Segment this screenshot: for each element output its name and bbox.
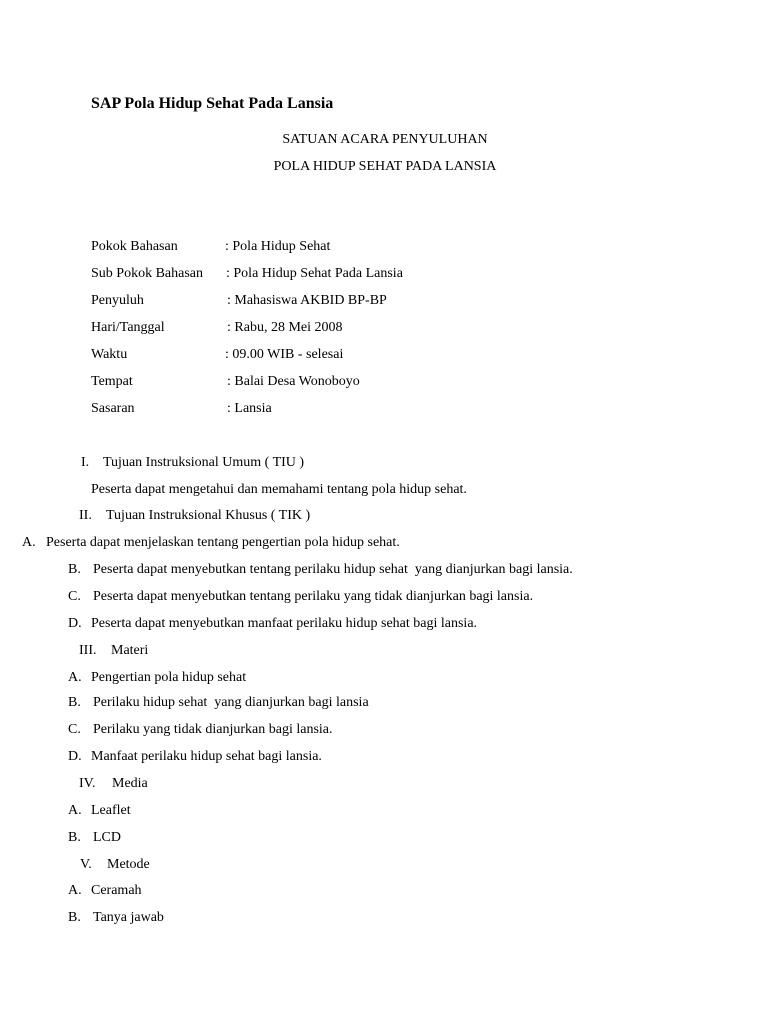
- list-item-text: Peserta dapat menyebutkan manfaat perilaku hidup sehat bagi lansia.: [91, 616, 478, 631]
- info-value: : Balai Desa Wonoboyo: [227, 374, 360, 389]
- section-title: Materi: [111, 643, 149, 658]
- info-value: : Lansia: [227, 401, 272, 416]
- heading-line-1: [0, 131, 768, 149]
- section-title: Media: [112, 776, 148, 791]
- heading-line-2-text: POLA HIDUP SEHAT PADA LANSIA: [273, 159, 497, 174]
- info-label: Sasaran: [91, 401, 135, 416]
- list-item-mark: A.: [68, 803, 82, 818]
- info-value: : Rabu, 28 Mei 2008: [227, 320, 343, 335]
- list-item-text: Manfaat perilaku hidup sehat bagi lansia.: [91, 749, 322, 764]
- list-item-mark: D.: [68, 616, 82, 631]
- list-item-text: Leaflet: [91, 803, 131, 818]
- list-item-text: Ceramah: [91, 883, 142, 898]
- list-item-text: Pengertian pola hidup sehat: [91, 670, 247, 685]
- heading-line-1-text: SATUAN ACARA PENYULUHAN: [282, 132, 488, 147]
- section-number: V.: [80, 857, 92, 872]
- section-number: II.: [79, 508, 92, 523]
- info-label: Penyuluh: [91, 293, 144, 308]
- section-title: Tujuan Instruksional Khusus ( TIK ): [106, 508, 311, 523]
- list-item-text: Perilaku hidup sehat yang dianjurkan bagi lansia: [93, 695, 369, 710]
- info-label: Hari/Tanggal: [91, 320, 165, 335]
- list-item-mark: C.: [68, 722, 81, 737]
- list-item-mark: A.: [68, 670, 82, 685]
- section-number: III.: [79, 643, 97, 658]
- info-value: : Mahasiswa AKBID BP-BP: [227, 293, 387, 308]
- document-title: SAP Pola Hidup Sehat Pada Lansia: [91, 95, 334, 112]
- list-item-text: Peserta dapat menyebutkan tentang perilaku yang tidak dianjurkan bagi lansia.: [93, 589, 534, 604]
- info-label: Pokok Bahasan: [91, 239, 178, 254]
- list-item-mark: C.: [68, 589, 81, 604]
- info-value: : Pola Hidup Sehat: [225, 239, 331, 254]
- section-number: IV.: [79, 776, 96, 791]
- list-item-text: Peserta dapat menyebutkan tentang perilaku hidup sehat yang dianjurkan bagi lansia.: [93, 562, 573, 577]
- list-item-mark: B.: [68, 695, 81, 710]
- list-item-mark: B.: [68, 910, 81, 925]
- section-title: Metode: [107, 857, 150, 872]
- list-item-text: Peserta dapat menjelaskan tentang pengertian pola hidup sehat.: [46, 535, 400, 550]
- section-body: Peserta dapat mengetahui dan memahami tentang pola hidup sehat.: [91, 482, 467, 497]
- list-item-text: Tanya jawab: [93, 910, 164, 925]
- section-title: Tujuan Instruksional Umum ( TIU ): [103, 455, 305, 470]
- info-label: Waktu: [91, 347, 128, 362]
- heading-line-2: [0, 158, 768, 176]
- list-item-mark: B.: [68, 562, 81, 577]
- list-item-text: LCD: [93, 830, 121, 845]
- info-label: Sub Pokok Bahasan: [91, 266, 203, 281]
- list-item-mark: B.: [68, 830, 81, 845]
- info-value: : 09.00 WIB - selesai: [225, 347, 344, 362]
- section-number: I.: [81, 455, 90, 470]
- list-item-mark: A.: [22, 535, 36, 550]
- list-item-mark: D.: [68, 749, 82, 764]
- info-label: Tempat: [91, 374, 133, 389]
- info-value: : Pola Hidup Sehat Pada Lansia: [226, 266, 403, 281]
- list-item-mark: A.: [68, 883, 82, 898]
- list-item-text: Perilaku yang tidak dianjurkan bagi lansia.: [93, 722, 333, 737]
